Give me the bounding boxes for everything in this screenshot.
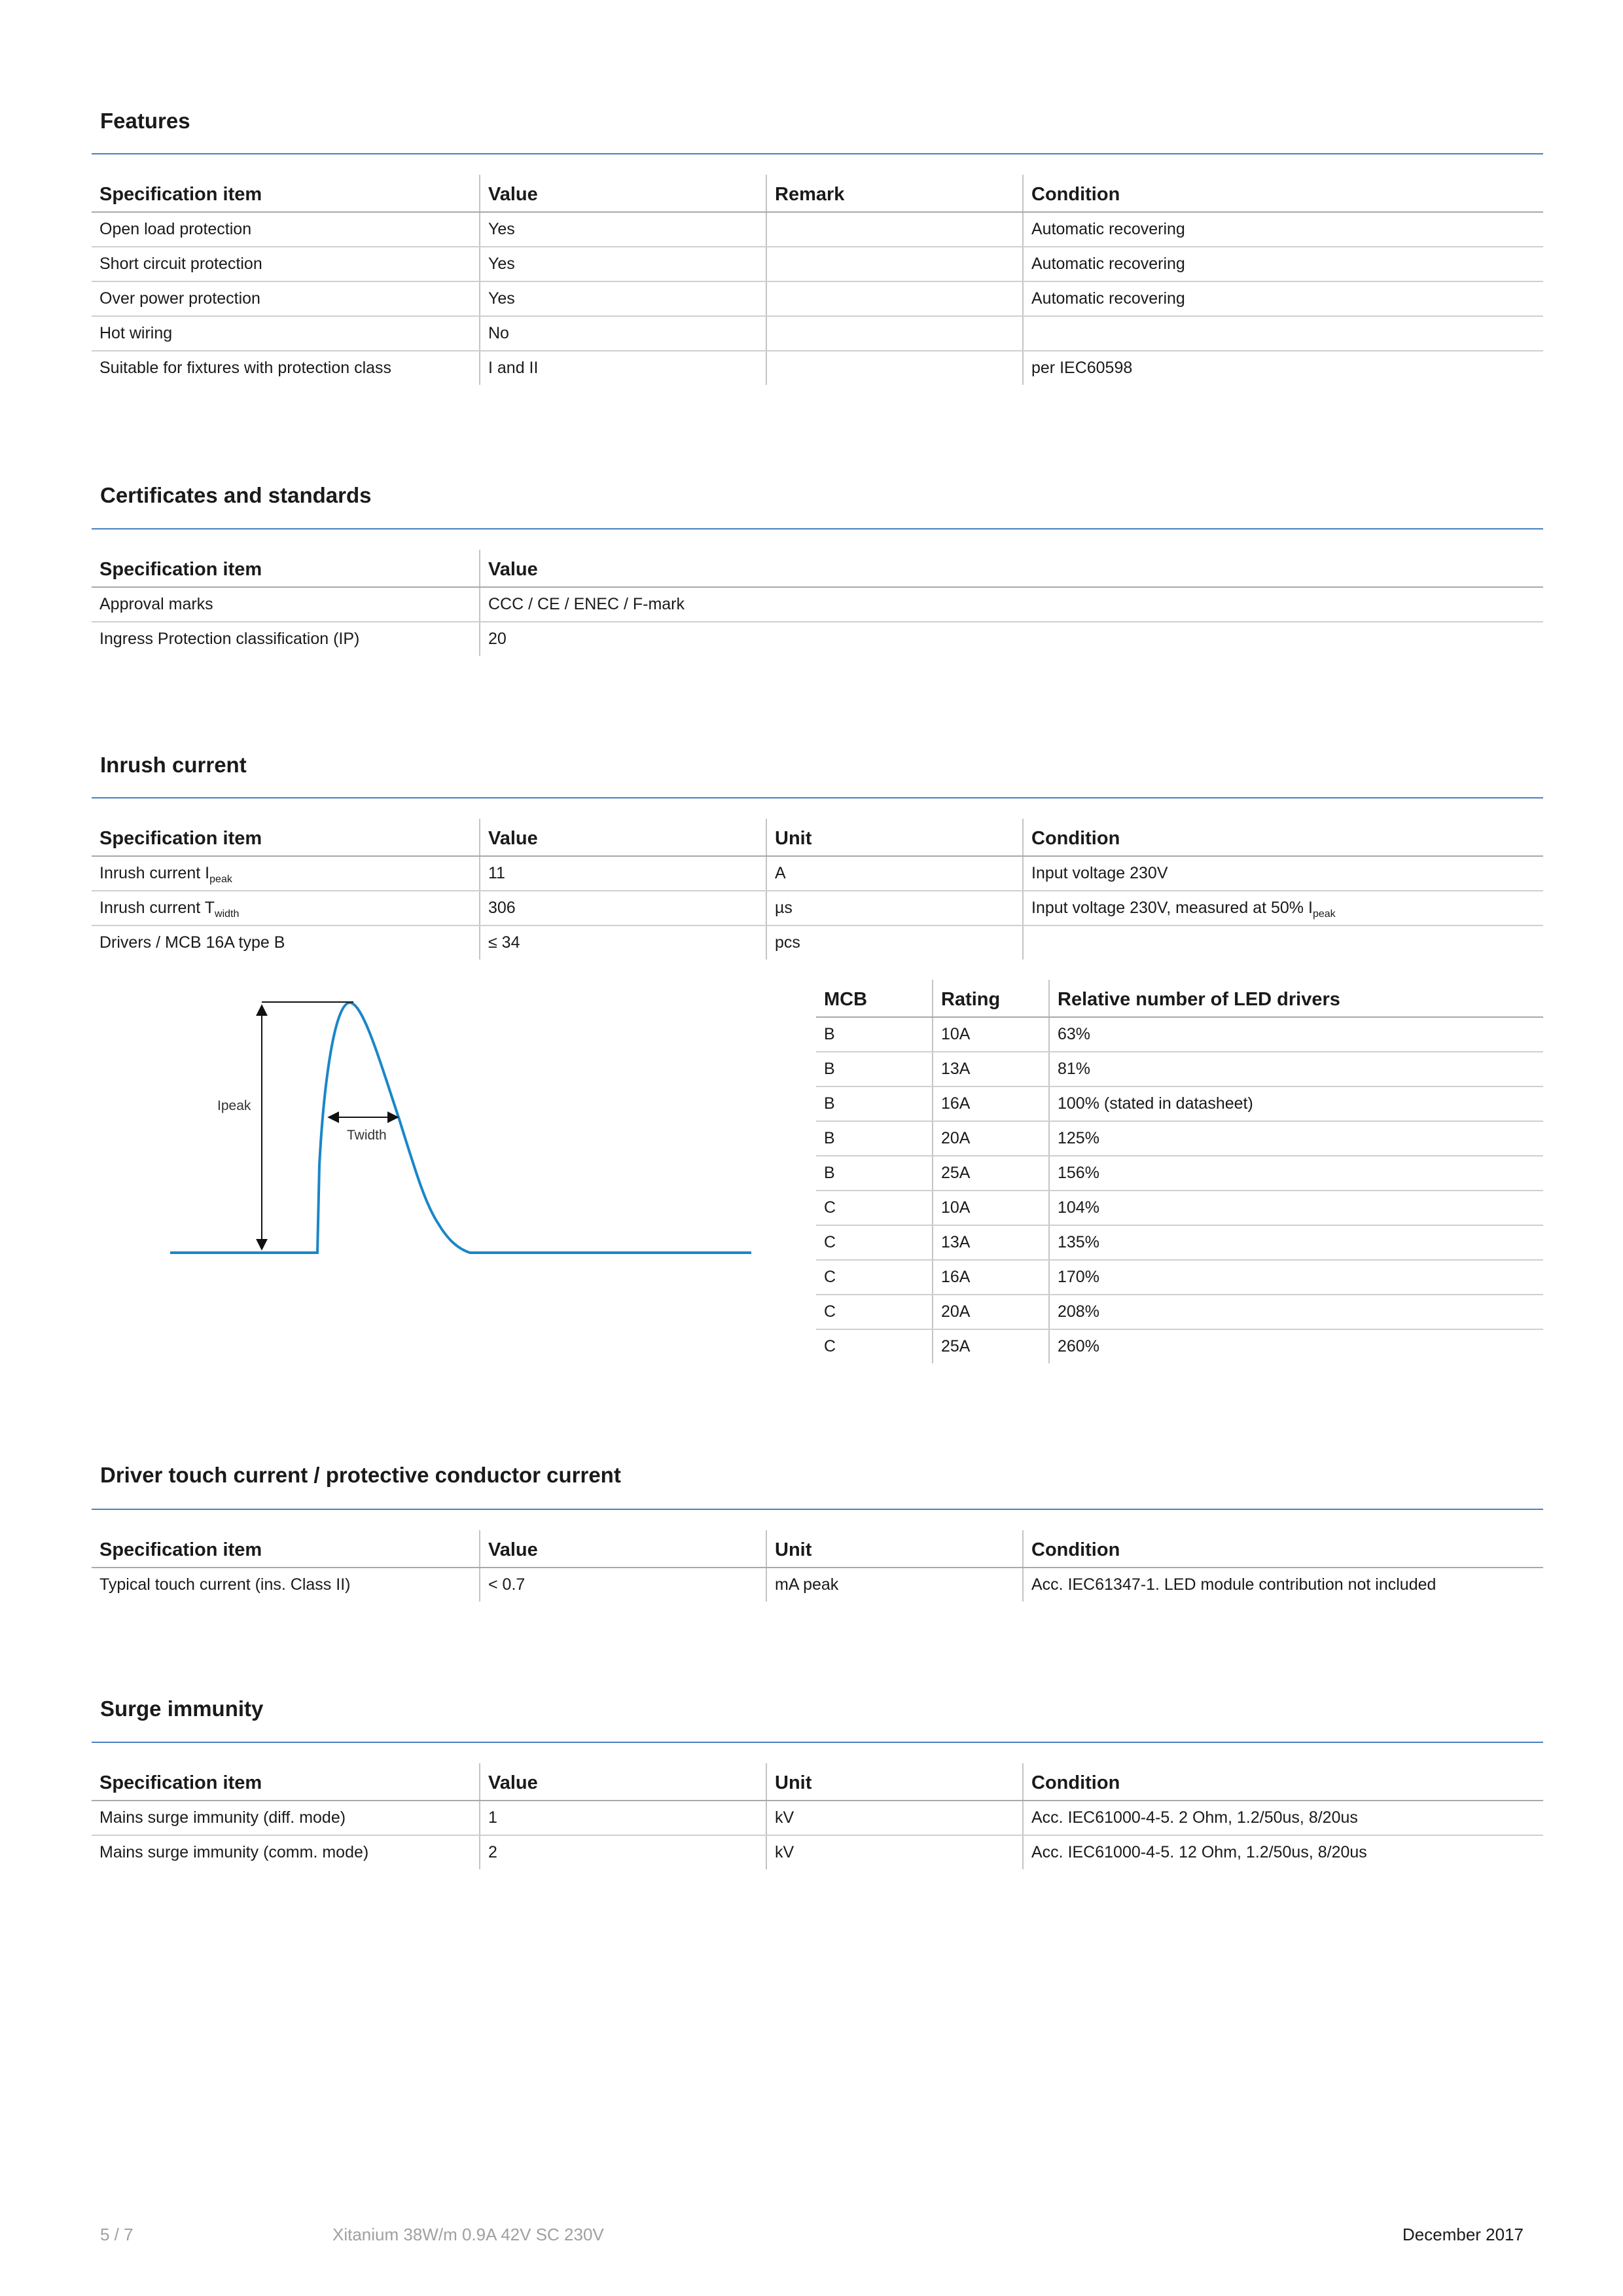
- table-row: [816, 1017, 1543, 1052]
- column-header: Condition: [1023, 819, 1543, 856]
- table-cell: Yes: [480, 212, 766, 247]
- table-header-row: [92, 1763, 1543, 1801]
- table-cell: Acc. IEC61000-4-5. 12 Ohm, 1.2/50us, 8/20us: [1023, 1835, 1543, 1869]
- table-row: [816, 1052, 1543, 1086]
- table-cell: Acc. IEC61347-1. LED module contribution not included: [1023, 1568, 1543, 1602]
- table-header-row: [92, 819, 1543, 856]
- product-name: Xitanium 38W/m 0.9A 42V SC 230V: [332, 2225, 604, 2244]
- table-row: [92, 281, 1543, 316]
- table-row: [92, 247, 1543, 281]
- table-cell: Hot wiring: [92, 316, 480, 351]
- table-row: [816, 1156, 1543, 1191]
- section-title-touch-current: Driver touch current / protective conductor current: [100, 1463, 621, 1487]
- column-header: Specification item: [92, 175, 480, 212]
- table-cell: [1023, 925, 1543, 960]
- table-cell: B: [816, 1017, 933, 1052]
- column-header: Unit: [766, 819, 1023, 856]
- document-date: December 2017: [1402, 2225, 1524, 2244]
- table-row: [816, 1329, 1543, 1363]
- ipeak-label: Ipeak: [217, 1098, 251, 1113]
- table-row: [92, 587, 1543, 622]
- table-cell: 208%: [1049, 1295, 1543, 1329]
- table-header-row: [92, 550, 1543, 587]
- table-row: [816, 1191, 1543, 1225]
- table-cell: I and II: [480, 351, 766, 385]
- table-cell: 10A: [933, 1017, 1049, 1052]
- section-title-features: Features: [100, 109, 190, 133]
- table-cell: 156%: [1049, 1156, 1543, 1191]
- table-cell: per IEC60598: [1023, 351, 1543, 385]
- table-cell: [766, 247, 1023, 281]
- table-cell: Drivers / MCB 16A type B: [99, 933, 285, 952]
- table-cell: µs: [766, 891, 1023, 925]
- table-cell: [766, 316, 1023, 351]
- column-header: Remark: [766, 175, 1023, 212]
- inrush-table: [92, 819, 1543, 960]
- table-cell: 306: [480, 891, 766, 925]
- table-cell: 63%: [1049, 1017, 1543, 1052]
- table-row: [92, 1835, 1543, 1869]
- table-row: [92, 316, 1543, 351]
- table-cell: Mains surge immunity (diff. mode): [92, 1801, 480, 1835]
- table-cell: 20: [480, 622, 1543, 656]
- touch-current-table: [92, 1530, 1543, 1602]
- table-cell: Inrush current $T_{width}$: [92, 891, 480, 925]
- column-header: Rating: [933, 980, 1049, 1017]
- table-row: [92, 622, 1543, 656]
- table-row: [92, 925, 1543, 960]
- table-cell: Over power protection: [92, 281, 480, 316]
- column-header: Value: [480, 1763, 766, 1801]
- table-row: [92, 1801, 1543, 1835]
- section-divider: [92, 1509, 1543, 1510]
- column-header: Value: [480, 819, 766, 856]
- table-cell: 10A: [933, 1191, 1049, 1225]
- table-cell: 13A: [933, 1052, 1049, 1086]
- surge-table: [92, 1763, 1543, 1869]
- table-row: [92, 891, 1543, 925]
- table-cell: [766, 351, 1023, 385]
- table-cell: Suitable for fixtures with protection class: [99, 359, 392, 377]
- column-header: Condition: [1023, 1530, 1543, 1568]
- table-cell: Yes: [480, 247, 766, 281]
- column-header: Relative number of LED drivers: [1049, 980, 1543, 1017]
- table-cell: 125%: [1049, 1121, 1543, 1156]
- column-header: Condition: [1023, 175, 1543, 212]
- table-row: [816, 1121, 1543, 1156]
- table-cell: C: [816, 1295, 933, 1329]
- table-cell: Input voltage 230V, measured at 50% $I_{peak}$: [1023, 891, 1543, 925]
- table-cell: 2: [480, 1835, 766, 1869]
- table-cell: C: [816, 1191, 933, 1225]
- table-cell: Automatic recovering: [1023, 247, 1543, 281]
- table-row: [816, 1225, 1543, 1260]
- column-header: Value: [480, 1530, 766, 1568]
- section-divider: [92, 153, 1543, 154]
- table-cell: pcs: [766, 925, 1023, 960]
- table-cell: 260%: [1049, 1329, 1543, 1363]
- table-cell: 11: [480, 856, 766, 891]
- section-divider: [92, 797, 1543, 798]
- table-cell: CCC / CE / ENEC / F-mark: [480, 587, 1543, 622]
- table-cell: A: [766, 856, 1023, 891]
- inrush-pulse-diagram: [164, 988, 766, 1263]
- table-cell: 20A: [933, 1295, 1049, 1329]
- column-header: Specification item: [92, 1763, 480, 1801]
- table-cell: C: [824, 1337, 836, 1355]
- table-cell: Automatic recovering: [1023, 212, 1543, 247]
- table-row: [816, 1086, 1543, 1121]
- certificates-table: [92, 550, 1543, 656]
- table-cell: < 0.7: [480, 1568, 766, 1602]
- column-header: Value: [480, 550, 1543, 587]
- table-cell: 13A: [933, 1225, 1049, 1260]
- column-header: Unit: [766, 1763, 1023, 1801]
- table-row: [816, 1295, 1543, 1329]
- section-divider: [92, 1742, 1543, 1743]
- table-cell: B: [816, 1121, 933, 1156]
- column-header: MCB: [816, 980, 933, 1017]
- table-cell: 25A: [933, 1156, 1049, 1191]
- table-cell: [766, 281, 1023, 316]
- table-cell: No: [480, 316, 766, 351]
- column-header: Specification item: [92, 819, 480, 856]
- table-row: [816, 1260, 1543, 1295]
- table-cell: B: [816, 1086, 933, 1121]
- table-cell: Short circuit protection: [92, 247, 480, 281]
- table-cell: 135%: [1049, 1225, 1543, 1260]
- mcb-table: [816, 980, 1543, 1363]
- table-row: [92, 856, 1543, 891]
- table-cell: 16A: [933, 1260, 1049, 1295]
- table-cell: ≤ 34: [480, 925, 766, 960]
- table-cell: [766, 212, 1023, 247]
- column-header: Specification item: [92, 1530, 480, 1568]
- features-table: [92, 175, 1543, 385]
- table-cell: [1023, 316, 1543, 351]
- inrush-pulse-curve: [170, 1003, 751, 1253]
- table-cell: Open load protection: [92, 212, 480, 247]
- table-cell: C: [816, 1260, 933, 1295]
- table-cell: 81%: [1049, 1052, 1543, 1086]
- table-cell: 25A: [933, 1329, 1049, 1363]
- table-row: [92, 351, 1543, 385]
- section-title-surge: Surge immunity: [100, 1696, 264, 1721]
- table-cell: 20A: [933, 1121, 1049, 1156]
- table-cell: kV: [766, 1835, 1023, 1869]
- table-cell: Typical touch current (ins. Class II): [99, 1575, 351, 1594]
- table-cell: Mains surge immunity (comm. mode): [99, 1843, 369, 1861]
- table-cell: 100% (stated in datasheet): [1049, 1086, 1543, 1121]
- table-cell: Ingress Protection classification (IP): [99, 630, 360, 648]
- page-number: 5 / 7: [100, 2225, 134, 2244]
- table-cell: C: [816, 1225, 933, 1260]
- table-cell: 16A: [933, 1086, 1049, 1121]
- table-cell: mA peak: [766, 1568, 1023, 1602]
- table-cell: Approval marks: [92, 587, 480, 622]
- table-cell: Inrush current $I_{peak}$: [92, 856, 480, 891]
- table-cell: B: [816, 1052, 933, 1086]
- table-row: [92, 1568, 1543, 1602]
- table-row: [92, 212, 1543, 247]
- table-cell: Input voltage 230V: [1023, 856, 1543, 891]
- column-header: Unit: [766, 1530, 1023, 1568]
- table-header-row: [816, 980, 1543, 1017]
- section-title-inrush: Inrush current: [100, 753, 247, 777]
- table-cell: 170%: [1049, 1260, 1543, 1295]
- table-header-row: [92, 175, 1543, 212]
- table-cell: Yes: [480, 281, 766, 316]
- column-header: Condition: [1023, 1763, 1543, 1801]
- table-cell: B: [816, 1156, 933, 1191]
- table-cell: 1: [480, 1801, 766, 1835]
- section-divider: [92, 528, 1543, 529]
- table-cell: Automatic recovering: [1023, 281, 1543, 316]
- table-cell: Acc. IEC61000-4-5. 2 Ohm, 1.2/50us, 8/20us: [1023, 1801, 1543, 1835]
- section-title-certificates: Certificates and standards: [100, 483, 372, 507]
- table-cell: 104%: [1049, 1191, 1543, 1225]
- table-header-row: [92, 1530, 1543, 1568]
- column-header: Value: [480, 175, 766, 212]
- column-header: Specification item: [92, 550, 480, 587]
- twidth-label: Twidth: [347, 1128, 387, 1143]
- table-cell: kV: [766, 1801, 1023, 1835]
